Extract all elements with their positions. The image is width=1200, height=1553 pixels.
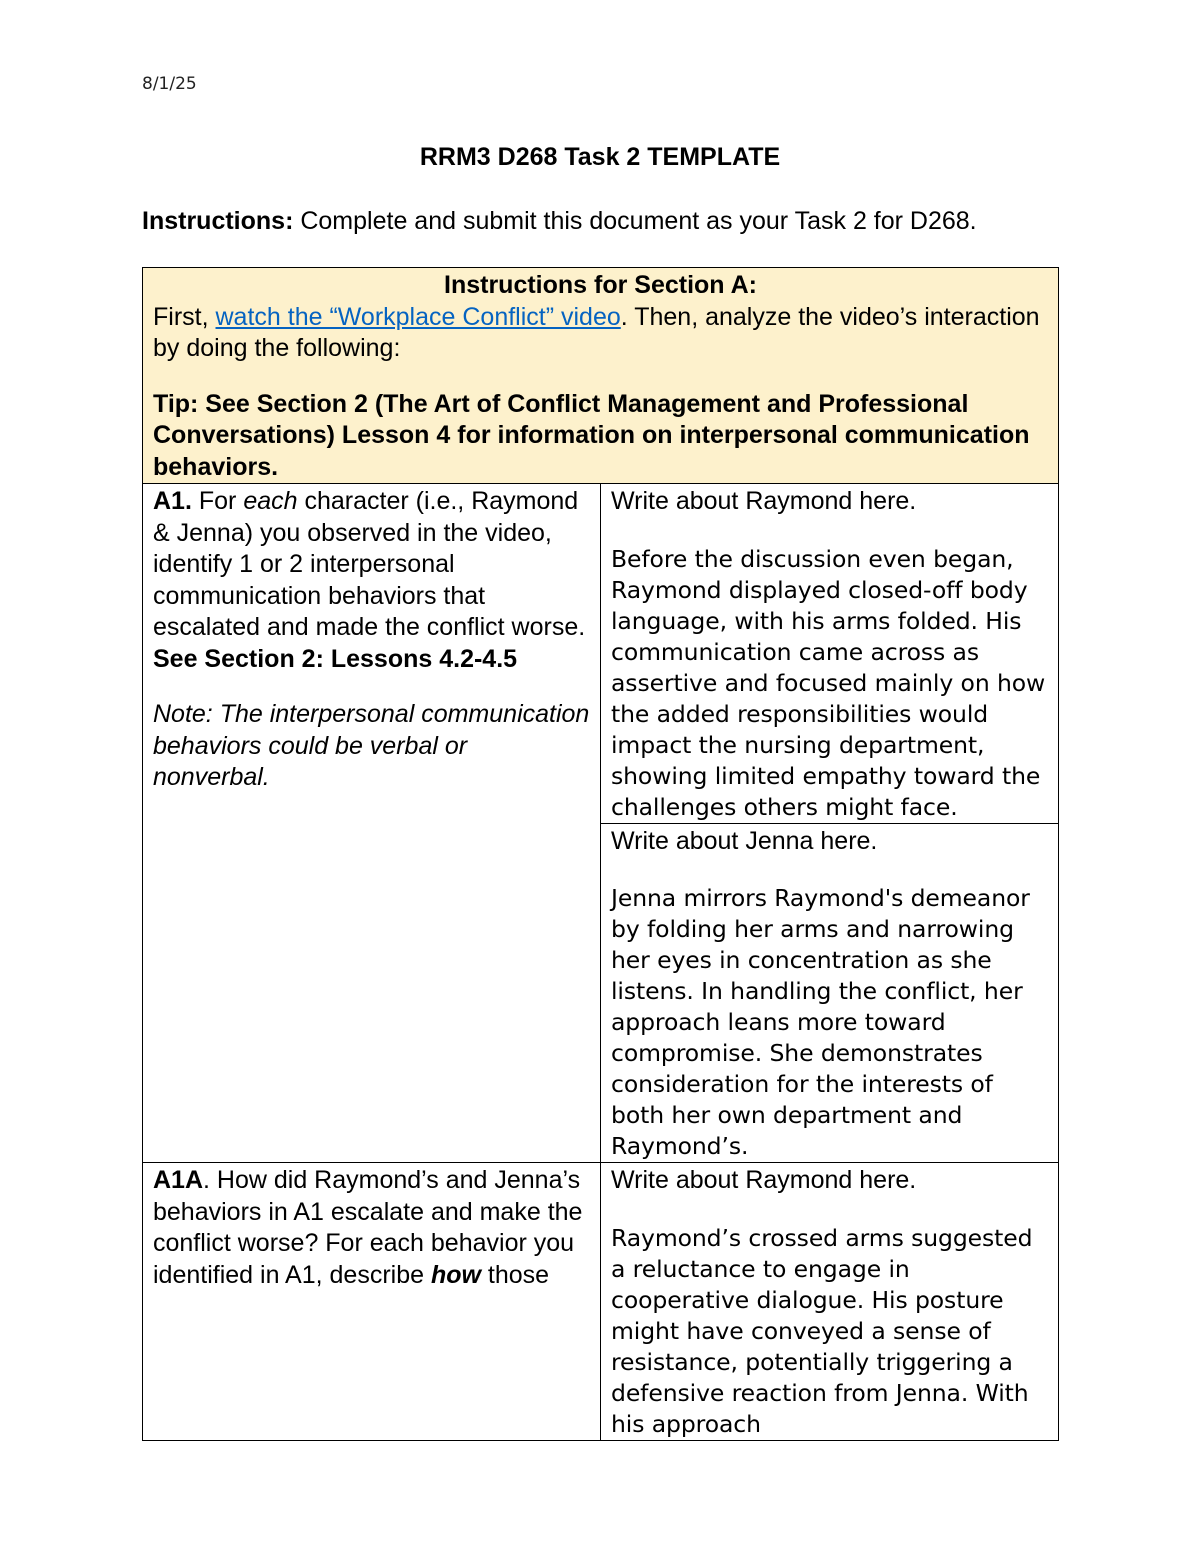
a1a-raymond-prompt: Write about Raymond here.: [611, 1166, 917, 1194]
a1a-text-how: how: [430, 1260, 481, 1289]
a1-jenna-answer: Jenna mirrors Raymond's demeanor by folding her arms and narrowing her eyes in concentration as she listens. In handling the conflict, her approach leans more toward compromise. She demonstrates consideration for the interests of both her own department and Raymond’s.: [611, 884, 1030, 1160]
document-title: RRM3 D268 Task 2 TEMPLATE: [419, 143, 781, 171]
a1-text-each: each: [243, 487, 298, 515]
a1-jenna-cell[interactable]: [601, 823, 1059, 1163]
intro-text-before: First,: [153, 302, 216, 331]
section-a-instructions-cell: [143, 268, 1059, 484]
workplace-conflict-video-link[interactable]: watch the “Workplace Conflict” video: [215, 302, 621, 331]
a1-label: A1.: [153, 487, 192, 515]
section-a-tip: Tip: See Section 2 (The Art of Conflict Management and Professional Conversations) Lesson 4 for information on interpersonal communication behaviors.: [153, 389, 1030, 481]
instructions-paragraph: [142, 206, 1042, 237]
intro-text-after: . Then, analyze the video’s interaction by doing the following:: [153, 302, 1040, 362]
a1-jenna-prompt: Write about Jenna here.: [611, 826, 878, 855]
task-table: [142, 267, 1059, 1441]
a1a-raymond-answer: Raymond’s crossed arms suggested a reluctance to engage in cooperative dialogue. His posture might have conveyed a sense of resistance, potentially triggering a defensive reaction from Jenna. With his approach: [611, 1223, 1033, 1438]
a1a-raymond-cell[interactable]: [601, 1163, 1059, 1441]
a1a-text-part1: . How did Raymond’s and Jenna’s behaviors in A1 escalate and make the conflict worse? For each behavior you identified in A1, describe: [153, 1166, 583, 1289]
a1-question-cell: [143, 484, 601, 1163]
a1a-text-part2: those: [480, 1260, 550, 1289]
page-date: 8/1/25: [142, 74, 197, 94]
a1-raymond-prompt: Write about Raymond here.: [611, 487, 917, 515]
a1-text-part2: character (i.e., Raymond & Jenna) you observed in the video, identify 1 or 2 interpersonal communication behaviors that escalated and made the conflict worse.: [153, 487, 586, 641]
a1-raymond-cell[interactable]: [601, 484, 1059, 824]
a1a-question-cell: [143, 1163, 601, 1441]
a1a-label: A1A: [153, 1166, 204, 1194]
instructions-text: Complete and submit this document as your Task 2 for D268.: [293, 207, 977, 235]
instructions-label: Instructions:: [142, 207, 294, 235]
a1-question: [153, 486, 590, 675]
a1-text-part1: For: [191, 487, 244, 515]
a1-note: Note: The interpersonal communication behaviors could be verbal or nonverbal.: [153, 700, 590, 791]
section-a-intro: [153, 302, 1048, 365]
section-a-heading: Instructions for Section A:: [444, 271, 757, 299]
a1-see-lessons: See Section 2: Lessons 4.2-4.5: [153, 644, 518, 673]
a1-raymond-answer: Before the discussion even began, Raymond displayed closed-off body language, with his arms folded. His communication came across as assertive and focused mainly on how the added responsibilities would impact the nursing department, showing limited empathy toward the challenges others might face.: [611, 544, 1046, 821]
a1a-question: [153, 1165, 590, 1291]
